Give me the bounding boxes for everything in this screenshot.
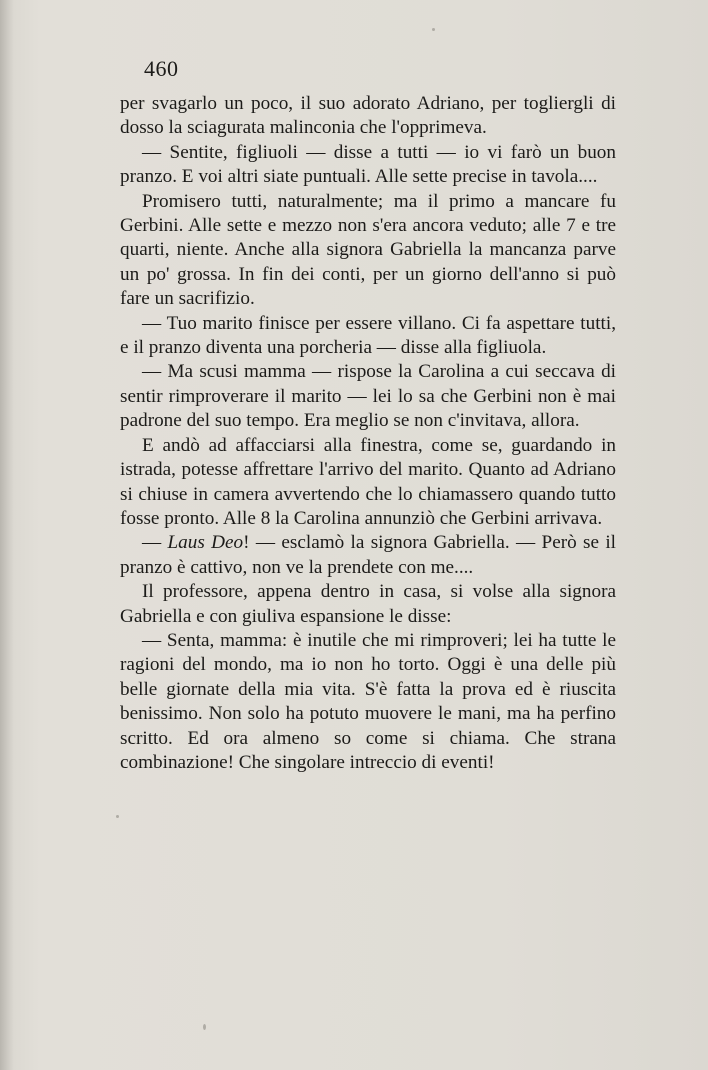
paragraph: — Laus Deo! — esclamò la signora Gabriella. — Però se il pranzo è cattivo, non ve la prendete con me.... <box>120 532 616 578</box>
paper-speck <box>116 815 119 818</box>
paragraph: — Ma scusi mamma — rispose la Carolina a cui seccava di sentir rimproverare il marito — lei lo sa che Gerbini non è mai padrone del suo tempo. Era meglio se non c'invitava, allora. <box>120 361 616 432</box>
body-text <box>120 92 616 775</box>
paragraph: — Tuo marito finisce per essere villano. Ci fa aspettare tutti, e il pranzo diventa una porcheria — disse alla figliuola. <box>120 312 616 359</box>
italic-phrase: Laus Deo <box>167 532 244 554</box>
paragraph: Il professore, appena dentro in casa, si volse alla signora Gabriella e con giuliva espansione le disse: <box>120 581 616 627</box>
paper-speck <box>432 28 435 31</box>
paragraph: Promisero tutti, naturalmente; ma il primo a mancare fu Gerbini. Alle sette e mezzo non s'era ancora veduto; alle 7 e tre quarti, niente. Anche alla signora Gabriella la mancanza parve un po' grossa. In fin dei conti, per un giorno dell'anno si può fare un sacrifizio. <box>120 190 616 310</box>
paper-speck <box>203 1024 206 1030</box>
page-gutter <box>0 0 14 1070</box>
paragraph: per svagarlo un poco, il suo adorato Adriano, per togliergli di dosso la sciagurata malinconia che l'opprimeva. <box>120 93 616 139</box>
paragraph: — Sentite, figliuoli — disse a tutti — io vi farò un buon pranzo. E voi altri siate puntuali. Alle sette precise in tavola.... <box>120 141 616 188</box>
page-number: 460 <box>144 56 179 81</box>
paragraph: E andò ad affacciarsi alla finestra, come se, guardando in istrada, potesse affrettare l'arrivo del marito. Quanto ad Adriano si chiuse in camera avvertendo che lo chiamassero quando tutto fosse pronto. Alle 8 la Carolina annunziò che Gerbini arrivava. <box>120 434 616 529</box>
paragraph: — Senta, mamma: è inutile che mi rimproveri; lei ha tutte le ragioni del mondo, ma io non ho torto. Oggi è una delle più belle giornate della mia vita. S'è fatta la prova ed è riuscita benissimo. Non solo ha potuto muovere le mani, ma ha perfino scritto. Ed ora almeno so come si chiama. Che strana combinazione! Che singolare intreccio di eventi! <box>120 629 616 773</box>
